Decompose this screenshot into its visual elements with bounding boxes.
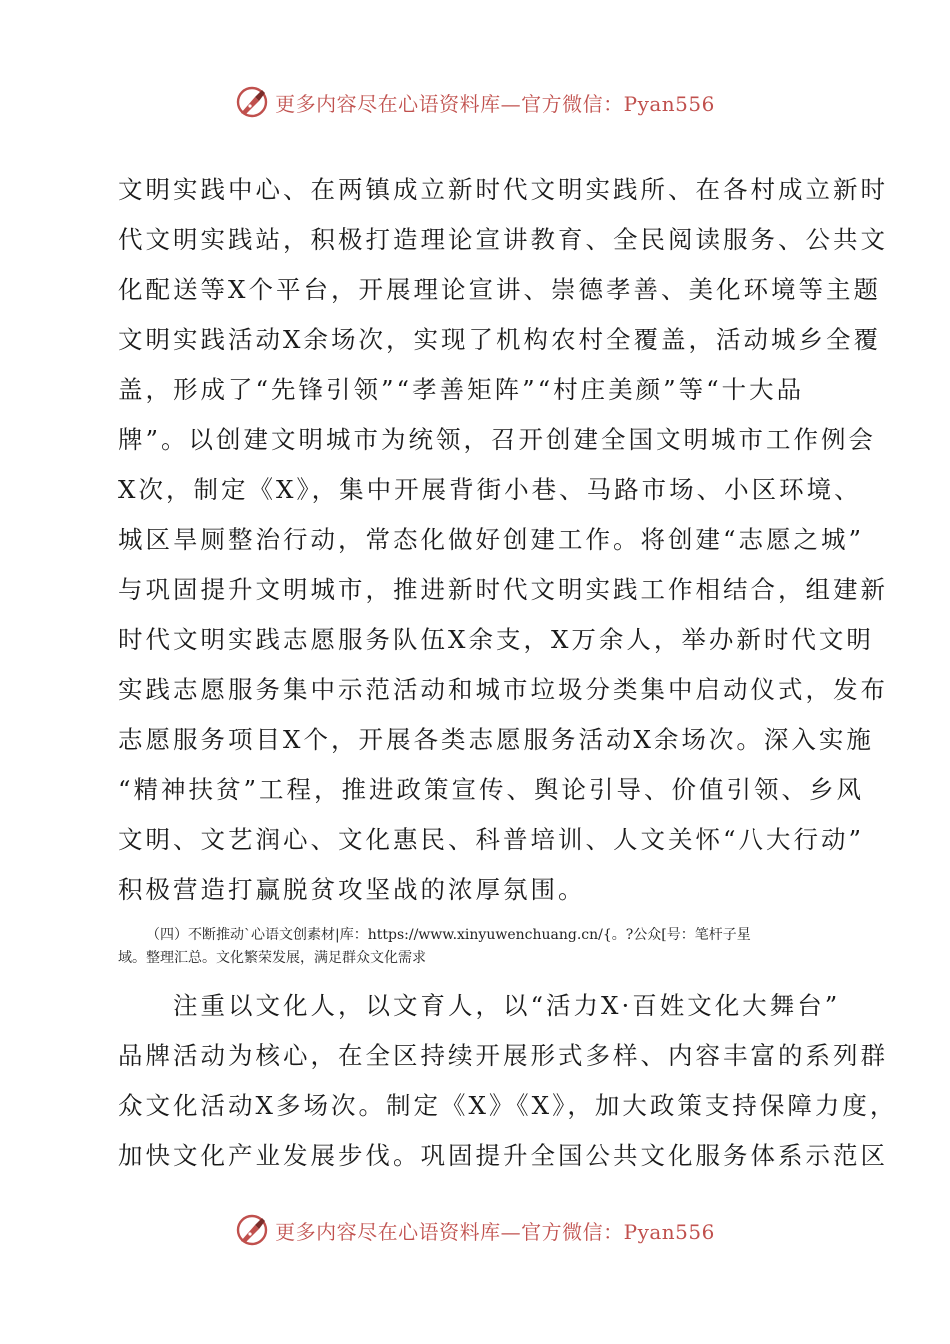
text-line: 众文化活动X多场次。制定《X》《X》，加大政策支持保障力度，: [118, 1091, 898, 1120]
text-line: 实践志愿服务集中示范活动和城市垃圾分类集中启动仪式，发布: [118, 675, 888, 704]
text-line: 牌”。以创建文明城市为统领，召开创建全国文明城市工作例会: [118, 425, 877, 454]
text-line: 注重以文化人，以文育人，以“活力X·百姓文化大舞台”: [118, 991, 841, 1020]
text-line: 代文明实践站，积极打造理论宣讲教育、全民阅读服务、公共文: [118, 225, 888, 254]
section-heading-note: [118, 924, 838, 970]
text-line: 时代文明实践志愿服务队伍X余支，X万余人，举办新时代文明: [118, 625, 874, 654]
text-line: “精神扶贫”工程，推进政策宣传、舆论引导、价值引领、乡风: [118, 775, 865, 804]
text-line: 文明、文艺润心、文化惠民、科普培训、人文关怀“八大行动”: [118, 825, 865, 854]
text-line: 文明实践活动X余场次，实现了机构农村全覆盖，活动城乡全覆: [118, 325, 881, 354]
footer-slogan: 更多内容尽在心语资料库—官方微信：Pyan556: [275, 1219, 715, 1244]
header-banner: [0, 80, 950, 124]
pen-nib-logo-icon: [235, 1213, 269, 1247]
document-body: [118, 165, 898, 1181]
text-line: 文明实践中心、在两镇成立新时代文明实践所、在各村成立新时: [118, 175, 888, 204]
paragraph-2: [118, 981, 898, 1181]
text-line: 志愿服务项目X个，开展各类志愿服务活动X余场次。深入实施: [118, 725, 874, 754]
footer-banner: [0, 1208, 950, 1252]
text-line: 品牌活动为核心，在全区持续开展形式多样、内容丰富的系列群: [118, 1041, 888, 1070]
text-line: 积极营造打赢脱贫攻坚战的浓厚氛围。: [118, 875, 586, 904]
text-line: X次，制定《X》，集中开展背街小巷、马路市场、小区环境、: [118, 475, 862, 504]
note-line-1: （四）不断推动`心语文创素材|库：https://www.xinyuwenchuang.cn/{。?公众[号：笔杆子星: [146, 927, 751, 943]
text-line: 加快文化产业发展步伐。巩固提升全国公共文化服务体系示范区: [118, 1141, 888, 1170]
text-line: 城区旱厕整治行动，常态化做好创建工作。将创建“志愿之城”: [118, 525, 865, 554]
text-line: 盖，形成了“先锋引领”“孝善矩阵”“村庄美颜”等“十大品: [118, 375, 805, 404]
paragraph-1: [118, 165, 888, 915]
header-slogan: 更多内容尽在心语资料库—官方微信：Pyan556: [275, 91, 715, 116]
text-line: 与巩固提升文明城市，推进新时代文明实践工作相结合，组建新: [118, 575, 888, 604]
text-line: 化配送等X个平台，开展理论宣讲、崇德孝善、美化环境等主题: [118, 275, 881, 304]
note-line-2: 域。整理汇总。文化繁荣发展，满足群众文化需求: [118, 950, 426, 966]
pen-nib-logo-icon: [235, 85, 269, 119]
